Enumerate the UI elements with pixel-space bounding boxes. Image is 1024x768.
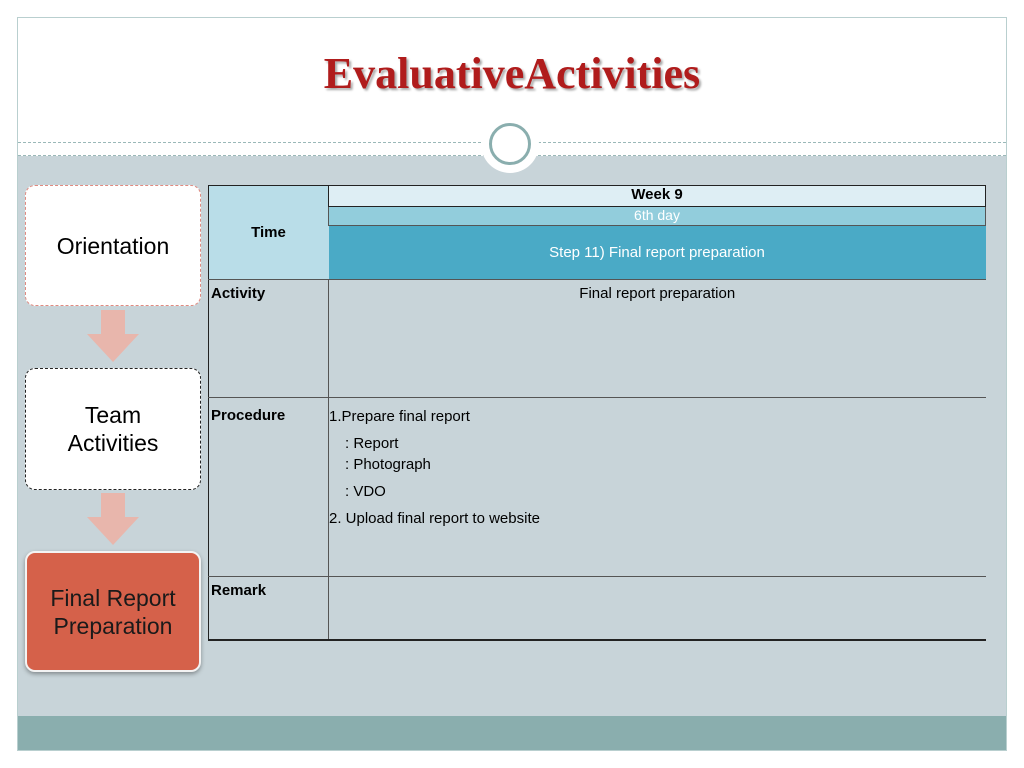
procedure-line: : VDO xyxy=(345,483,386,500)
step-label: Team Activities xyxy=(67,402,159,456)
schedule-table xyxy=(208,185,986,641)
procedure-line: : Photograph xyxy=(345,456,431,473)
circle-ornament-icon xyxy=(481,115,539,173)
procedure-line: 1.Prepare final report xyxy=(329,408,470,425)
procedure-label: Procedure xyxy=(209,398,329,577)
activity-label: Activity xyxy=(209,280,329,398)
time-header: Time xyxy=(209,186,329,280)
slide xyxy=(17,17,1007,751)
day-cell: 6th day xyxy=(329,207,986,226)
step-team-activities xyxy=(25,368,201,490)
step-label: Orientation xyxy=(56,232,170,259)
step-orientation xyxy=(25,185,201,306)
step-cell: Step 11) Final report preparation xyxy=(329,226,986,280)
down-arrow-icon xyxy=(87,493,139,545)
step-final-report-preparation xyxy=(25,551,201,672)
down-arrow-icon xyxy=(87,310,139,362)
procedure-line: 2. Upload final report to website xyxy=(329,510,540,527)
procedure-value xyxy=(329,398,986,577)
step-label: Final Report Preparation xyxy=(50,584,176,639)
footer-band xyxy=(18,716,1006,750)
week-cell: Week 9 xyxy=(329,186,986,207)
remark-label: Remark xyxy=(209,577,329,640)
procedure-line: : Report xyxy=(345,435,399,452)
activity-value: Final report preparation xyxy=(329,280,986,398)
slide-title: EvaluativeActivities xyxy=(323,49,701,98)
remark-value xyxy=(329,577,986,640)
